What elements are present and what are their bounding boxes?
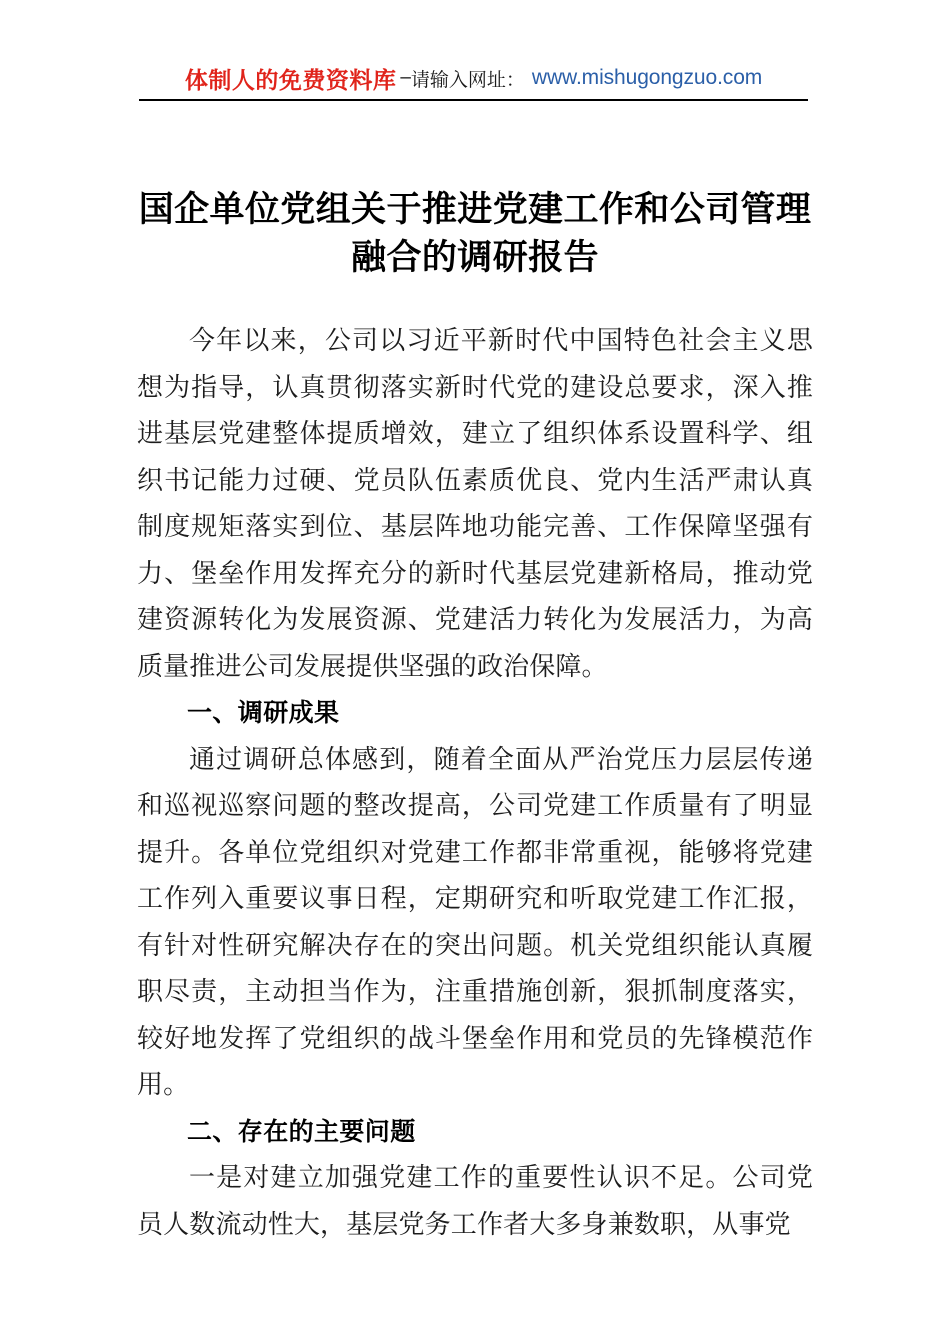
promo-header-banner (139, 56, 808, 100)
promo-separator: – (400, 67, 411, 88)
document-body (137, 318, 813, 1248)
body-paragraph: 一是对建立加强党建工作的重要性认识不足。公司党员人数流动性大，基层党务工作者大多身兼数职，从事党 (137, 1163, 813, 1239)
body-paragraph: 今年以来，公司以习近平新时代中国特色社会主义思想为指导，认真贯彻落实新时代党的建设总要求，深入推进基层党建整体提质增效，建立了组织体系设置科学、组织书记能力过硬、党员队伍素质优良、党内生活严肃认真制度规矩落实到位、基层阵地功能完善、工作保障坚强有力、堡垒作用发挥充分的新时代基层党建新格局，推动党建资源转化为发展资源、党建活力转化为发展活力，为高质量推进公司发展提供坚强的政治保障。 (137, 326, 813, 681)
section-heading-one: 一、调研成果 (187, 699, 340, 727)
header-divider-rule (139, 99, 808, 101)
section-heading-two: 二、存在的主要问题 (187, 1117, 416, 1146)
body-paragraph: 通过调研总体感到，随着全面从严治党压力层层传递和巡视巡察问题的整改提高，公司党建工作质量有了明显提升。各单位党组织对党建工作都非常重视，能够将党建工作列入重要议事日程，定期研究和听取党建工作汇报，有针对性研究解决存在的突出问题。机关党组织能认真履职尽责，主动担当作为，注重措施创新，狠抓制度落实，较好地发挥了党组织的战斗堡垒作用和党员的先锋模范作用。 (137, 744, 813, 1099)
promo-prompt-text: 请输入网址： (410, 69, 525, 91)
promo-website-url[interactable]: www.mishugongzuo.com (531, 66, 763, 89)
promo-brand-text: 体制人的免费资料库 (184, 66, 397, 93)
document-title: 国企单位党组关于推进党建工作和公司管理融合的调研报告 (138, 190, 812, 278)
